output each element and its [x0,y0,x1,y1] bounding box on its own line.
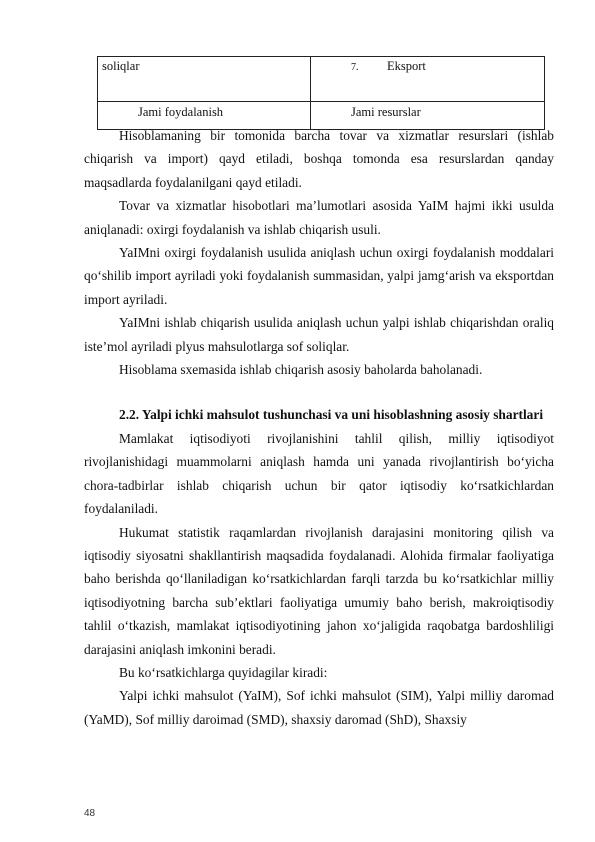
paragraph: YaIMni ishlab chiqarish usulida aniqlash uchun yalpi ishlab chiqarishdan oraliq iste’mol ayriladi plyus mahsulotlarga sof soliqlar. [84,315,554,354]
paragraph: Hisoblamaning bir tomonida barcha tovar va xizmatlar resurslari (ishlab chiqarish va import) qayd etiladi, boshqa tomonda esa resurslardan qanday maqsadlarda foydalanilgani qayd etiladi. [84,128,554,190]
cell-text-eksport: Eksport [387,59,426,73]
paragraph: Mamlakat iqtisodiyoti rivojlanishini tahlil qilish, milliy iqtisodiyot rivojlanishidagi muammolarni aniqlash hamda uni yanada rivojlantirish bo‘yicha chora-tadbirlar ishlab chiqarish uchun bir qator iqtisodiy ko‘rsatkichlardan foydalaniladi. [84,430,554,517]
table-row [98,57,545,102]
cell-text-jami-foydalanish: Jami foydalanish [138,105,224,119]
resources-table [97,56,545,130]
table-cell [311,57,545,102]
cell-text-soliqlar: soliqlar [102,59,140,73]
paragraph: Hukumat statistik raqamlardan rivojlanish darajasini monitoring qilish va iqtisodiy siyosatni shakllantirish maqsadida foydalanadi. Alohida firmalar faoliyatiga baho berishda qo‘llaniladigan ko‘rsatkichlardan farqli tarzda bu ko‘rsatkichlar milliy iqtisodiyotning barcha sub’ektlari faoliyatiga umumiy baho berish, makroiqtisodiy tahlil o‘tkazish, mamlakat iqtisodiyotining jahon xo‘jaligida raqobatga bardoshliligi darajasini aniqlash imkonini beradi. [84,524,554,657]
paragraph: Hisoblama sxemasida ishlab chiqarish asosiy baholarda baholanadi. [119,362,483,378]
paragraph: Bu ko‘rsatkichlarga quyidagilar kiradi: [119,664,328,680]
paragraph: YaIMni oxirgi foydalanish usulida aniqlash uchun oxirgi foydalanish moddalari qo‘shilib import ayriladi yoki foydalanish summasidan, yalpi jamg‘arish va eksportdan import ayriladi. [84,245,554,307]
paragraph: Tovar va xizmatlar hisobotlari ma’lumotlari asosida YaIM hajmi ikki usulda aniqlanadi: oxirgi foydalanish va ishlab chiqarish usuli. [84,198,554,237]
cell-text-jami-resurslar: Jami resurslar [351,105,421,119]
body-text [84,124,554,731]
section-heading: 2.2. Yalpi ichki mahsulot tushunchasi va uni hisoblashning asosiy shartlari [119,407,544,423]
page-number: 48 [84,808,96,819]
list-number: 7. [351,62,359,73]
paragraph: Yalpi ichki mahsulot (YaIM), Sof ichki mahsulot (SIM), Yalpi milliy daromad (YaMD), Sof milliy daroimad (SMD), shaxsiy daromad (ShD), Shaxsiy [84,688,554,727]
table-cell [98,57,311,102]
